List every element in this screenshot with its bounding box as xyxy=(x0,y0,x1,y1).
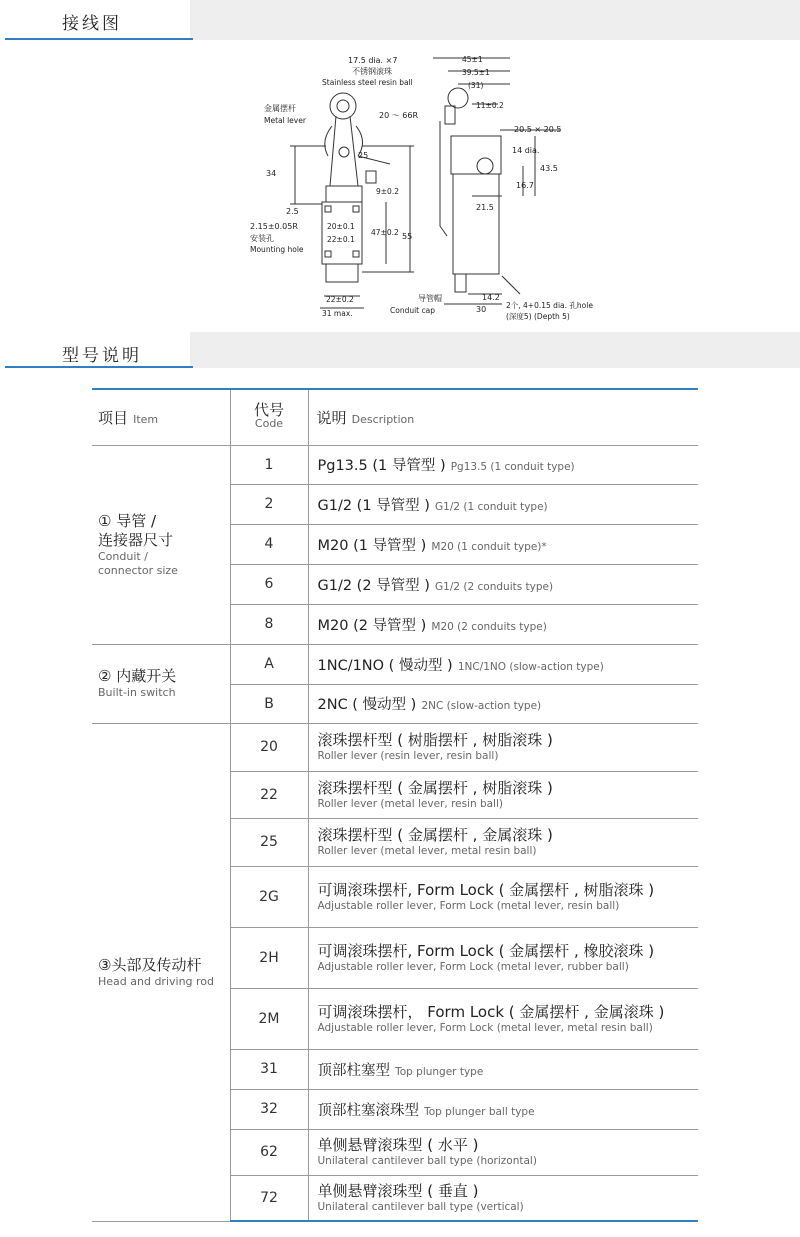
label-ball-cn: 不锈钢滚珠 xyxy=(352,67,392,76)
dim-21: 21.5 xyxy=(476,203,494,212)
code-cell: 1 xyxy=(230,445,308,484)
dim-45: 45±1 xyxy=(462,55,483,64)
header-band xyxy=(190,332,800,368)
code-cell: 32 xyxy=(230,1089,308,1129)
section-title: 型号说明 xyxy=(62,346,142,366)
desc-cell: 可调滚珠摆杆, Form Lock ( 金属摆杆 , 树脂滚珠 ) Adjustable roller lever, Form Lock (metal lever, resin ball) xyxy=(308,866,698,927)
desc-cell: 单侧悬臂滚珠型 ( 垂直 ) Unilateral cantilever ball type (vertical) xyxy=(308,1175,698,1221)
desc-cell: 单侧悬臂滚珠型 ( 水平 ) Unilateral cantilever ball type (horizontal) xyxy=(308,1129,698,1175)
category-head: ③头部及传动杆 Head and driving rod xyxy=(92,723,230,1221)
desc-cell: 顶部柱塞型 Top plunger type xyxy=(308,1049,698,1089)
code-cell: 2G xyxy=(230,866,308,927)
dim-22a: 22±0.1 xyxy=(327,235,355,244)
model-table xyxy=(92,388,698,1222)
section-header-model xyxy=(0,332,800,368)
desc-cell: 1NC/1NO ( 慢动型 ) 1NC/1NO (slow-action type) xyxy=(308,644,698,684)
code-cell: B xyxy=(230,684,308,723)
dimension-drawing xyxy=(240,46,620,328)
label-cap-en: Conduit cap xyxy=(390,306,435,315)
section-title: 接线图 xyxy=(62,14,122,34)
desc-cell: G1/2 (1 导管型 ) G1/2 (1 conduit type) xyxy=(308,484,698,524)
code-cell: 8 xyxy=(230,604,308,644)
dim-2-15: 2.15±0.05R xyxy=(250,222,298,231)
dim-22b: 22±0.2 xyxy=(326,295,354,304)
section-header-wiring xyxy=(0,0,800,40)
dim-14dia: 14 dia. xyxy=(512,146,540,155)
desc-cell: 滚珠摆杆型 ( 金属摆杆 , 树脂滚珠 ) Roller lever (metal lever, resin ball) xyxy=(308,771,698,818)
label-ball-en: Stainless steel resin ball xyxy=(322,78,413,87)
code-cell: 2 xyxy=(230,484,308,524)
table-row xyxy=(92,644,698,684)
header-underline xyxy=(5,366,193,368)
dim-47: 47±0.2 xyxy=(371,228,399,237)
desc-cell: M20 (2 导管型 ) M20 (2 conduits type) xyxy=(308,604,698,644)
label-depth: (深度5) (Depth 5) xyxy=(506,312,570,321)
dim-20: 20±0.1 xyxy=(327,222,355,231)
dim-30: 30 xyxy=(476,305,487,314)
code-cell: 25 xyxy=(230,818,308,866)
category-switch: ② 内藏开关 Built-in switch xyxy=(92,644,230,723)
desc-cell: 滚珠摆杆型 ( 树脂摆杆 , 树脂滚珠 ) Roller lever (resin lever, resin ball) xyxy=(308,723,698,771)
desc-cell: 顶部柱塞滚珠型 Top plunger ball type xyxy=(308,1089,698,1129)
dim-39: 39.5±1 xyxy=(462,68,490,77)
dim-11: 11±0.2 xyxy=(476,101,504,110)
desc-cell: 滚珠摆杆型 ( 金属摆杆 , 金属滚珠 ) Roller lever (metal lever, metal resin ball) xyxy=(308,818,698,866)
dim-34: 34 xyxy=(266,169,277,178)
dim-31-paren: (31) xyxy=(468,81,484,90)
dim-16: 16.7 xyxy=(516,181,534,190)
label-cap-cn: 导管帽 xyxy=(418,294,442,303)
header-item: 项目 Item xyxy=(92,389,230,445)
header-band xyxy=(190,0,800,40)
desc-cell: G1/2 (2 导管型 ) G1/2 (2 conduits type) xyxy=(308,564,698,604)
label-mount-cn: 安装孔 xyxy=(250,234,274,243)
label-mount-en: Mounting hole xyxy=(250,245,304,254)
code-cell: 31 xyxy=(230,1049,308,1089)
label-lever-cn: 金属摆杆 xyxy=(264,104,296,113)
label-hole: 2个, 4+0.15 dia. 孔hole xyxy=(506,301,593,310)
dim-25: 25 xyxy=(358,151,369,160)
code-cell: 2H xyxy=(230,927,308,988)
code-cell: A xyxy=(230,644,308,684)
dim-ball-dia: 17.5 dia. ×7 xyxy=(348,56,398,65)
table-row xyxy=(92,445,698,484)
dim-31max: 31 max. xyxy=(322,309,353,318)
code-cell: 72 xyxy=(230,1175,308,1221)
desc-cell: Pg13.5 (1 导管型 ) Pg13.5 (1 conduit type) xyxy=(308,445,698,484)
category-conduit: ① 导管 / 连接器尺寸 Conduit / connector size xyxy=(92,445,230,644)
dim-14-2: 14.2 xyxy=(482,293,500,302)
code-cell: 2M xyxy=(230,988,308,1049)
code-cell: 62 xyxy=(230,1129,308,1175)
header-desc: 说明 Description xyxy=(308,389,698,445)
table-row xyxy=(92,723,698,771)
dim-2-5: 2.5 xyxy=(286,207,299,216)
desc-cell: 可调滚珠摆杆， Form Lock ( 金属摆杆 , 金属滚珠 ) Adjustable roller lever, Form Lock (metal lever, metal resin ball) xyxy=(308,988,698,1049)
code-cell: 6 xyxy=(230,564,308,604)
dim-square: 20.5 × 20.5 xyxy=(514,125,562,134)
desc-cell: M20 (1 导管型 ) M20 (1 conduit type)* xyxy=(308,524,698,564)
dim-55: 55 xyxy=(402,232,413,241)
table-header-row xyxy=(92,389,698,445)
code-cell: 22 xyxy=(230,771,308,818)
desc-cell: 2NC ( 慢动型 ) 2NC (slow-action type) xyxy=(308,684,698,723)
code-cell: 20 xyxy=(230,723,308,771)
dim-radius: 20 ～ 66R xyxy=(379,111,419,120)
code-cell: 4 xyxy=(230,524,308,564)
header-underline xyxy=(5,38,193,40)
header-code: 代号 Code xyxy=(230,389,308,445)
dim-43: 43.5 xyxy=(540,164,558,173)
desc-cell: 可调滚珠摆杆, Form Lock ( 金属摆杆 , 橡胶滚珠 ) Adjustable roller lever, Form Lock (metal lever, rubber ball) xyxy=(308,927,698,988)
dim-9: 9±0.2 xyxy=(376,187,399,196)
label-lever-en: Metal lever xyxy=(264,116,306,125)
